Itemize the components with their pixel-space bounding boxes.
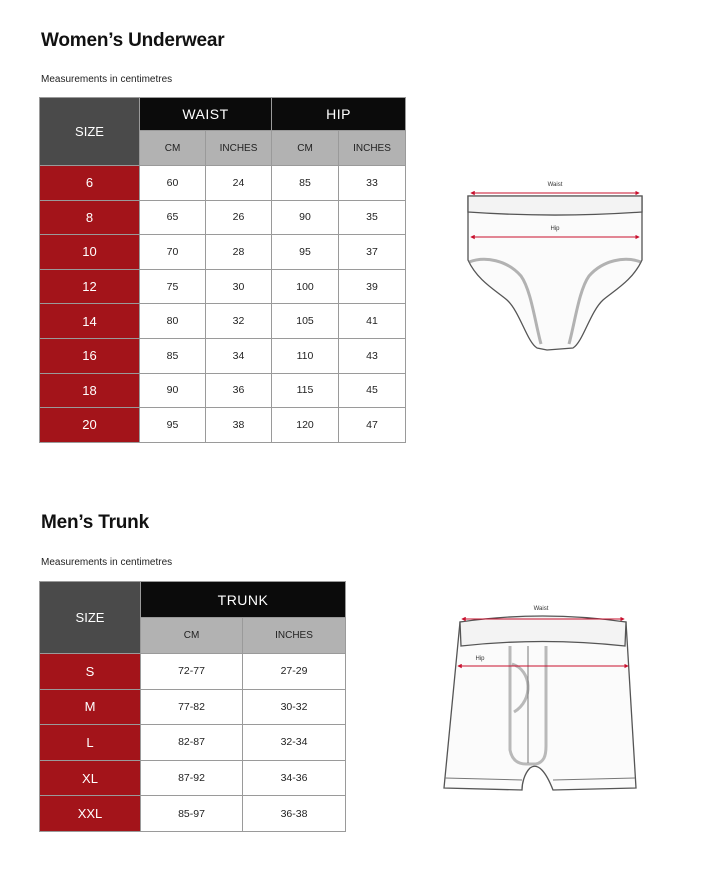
value-cell: 110: [272, 338, 339, 373]
value-cell: 30: [206, 269, 272, 304]
value-cell: 70: [140, 235, 206, 270]
value-cell: 100: [272, 269, 339, 304]
value-cell: 87-92: [141, 760, 243, 796]
value-cell: 85: [272, 166, 339, 201]
value-cell: 47: [339, 408, 406, 443]
value-cell: 120: [272, 408, 339, 443]
table-row: [40, 235, 406, 270]
table-row: [40, 304, 406, 339]
value-cell: 80: [140, 304, 206, 339]
briefs-measurement-diagram: [455, 172, 655, 357]
size-cell: XXL: [40, 796, 141, 832]
table-row: [40, 200, 406, 235]
table-row: [40, 796, 346, 832]
waist-label: Waist: [533, 606, 549, 612]
value-cell: 77-82: [141, 689, 243, 725]
value-cell: 75: [140, 269, 206, 304]
value-cell: 39: [339, 269, 406, 304]
value-cell: 85-97: [141, 796, 243, 832]
table-row: [40, 269, 406, 304]
value-cell: 37: [339, 235, 406, 270]
size-cell: 16: [40, 338, 140, 373]
value-cell: 32: [206, 304, 272, 339]
value-cell: 38: [206, 408, 272, 443]
value-cell: 115: [272, 373, 339, 408]
waist-label: Waist: [547, 182, 563, 188]
value-cell: 65: [140, 200, 206, 235]
value-cell: 27-29: [243, 654, 346, 690]
value-cell: 43: [339, 338, 406, 373]
size-cell: S: [40, 654, 141, 690]
value-cell: 90: [140, 373, 206, 408]
women-measurement-note: Measurements in centimetres: [41, 74, 173, 85]
value-cell: 30-32: [243, 689, 346, 725]
value-cell: 32-34: [243, 725, 346, 761]
table-row: [40, 408, 406, 443]
value-cell: 26: [206, 200, 272, 235]
table-row: [40, 373, 406, 408]
value-cell: 90: [272, 200, 339, 235]
value-cell: 85: [140, 338, 206, 373]
size-cell: XL: [40, 760, 141, 796]
value-cell: 28: [206, 235, 272, 270]
table-row: [40, 689, 346, 725]
men-size-table: [39, 581, 346, 832]
table-row: [40, 166, 406, 201]
trunk-measurement-diagram: [440, 600, 640, 805]
unit-header: INCHES: [243, 618, 346, 654]
value-cell: 36: [206, 373, 272, 408]
size-cell: 12: [40, 269, 140, 304]
unit-header: INCHES: [206, 131, 272, 166]
value-cell: 33: [339, 166, 406, 201]
men-measurement-note: Measurements in centimetres: [41, 557, 173, 568]
value-cell: 34: [206, 338, 272, 373]
hip-label: Hip: [475, 656, 485, 662]
table-row: [40, 654, 346, 690]
size-cell: M: [40, 689, 141, 725]
value-cell: 95: [140, 408, 206, 443]
size-cell: 14: [40, 304, 140, 339]
size-cell: 6: [40, 166, 140, 201]
value-cell: 60: [140, 166, 206, 201]
size-cell: L: [40, 725, 141, 761]
unit-header: CM: [141, 618, 243, 654]
value-cell: 45: [339, 373, 406, 408]
value-cell: 82-87: [141, 725, 243, 761]
size-cell: 8: [40, 200, 140, 235]
trunk-group-header: TRUNK: [141, 582, 346, 618]
value-cell: 35: [339, 200, 406, 235]
value-cell: 36-38: [243, 796, 346, 832]
size-header: SIZE: [40, 98, 140, 166]
women-section-title: Women’s Underwear: [41, 30, 225, 51]
value-cell: 95: [272, 235, 339, 270]
unit-header: INCHES: [339, 131, 406, 166]
size-cell: 20: [40, 408, 140, 443]
value-cell: 105: [272, 304, 339, 339]
unit-header: CM: [140, 131, 206, 166]
table-row: [40, 725, 346, 761]
value-cell: 34-36: [243, 760, 346, 796]
unit-header: CM: [272, 131, 339, 166]
hip-label: Hip: [550, 226, 560, 232]
size-cell: 18: [40, 373, 140, 408]
women-size-table: [39, 97, 406, 443]
value-cell: 24: [206, 166, 272, 201]
size-cell: 10: [40, 235, 140, 270]
size-header: SIZE: [40, 582, 141, 654]
men-section-title: Men’s Trunk: [41, 512, 149, 533]
table-row: [40, 760, 346, 796]
table-row: [40, 338, 406, 373]
value-cell: 41: [339, 304, 406, 339]
hip-group-header: HIP: [272, 98, 406, 131]
value-cell: 72-77: [141, 654, 243, 690]
waist-group-header: WAIST: [140, 98, 272, 131]
